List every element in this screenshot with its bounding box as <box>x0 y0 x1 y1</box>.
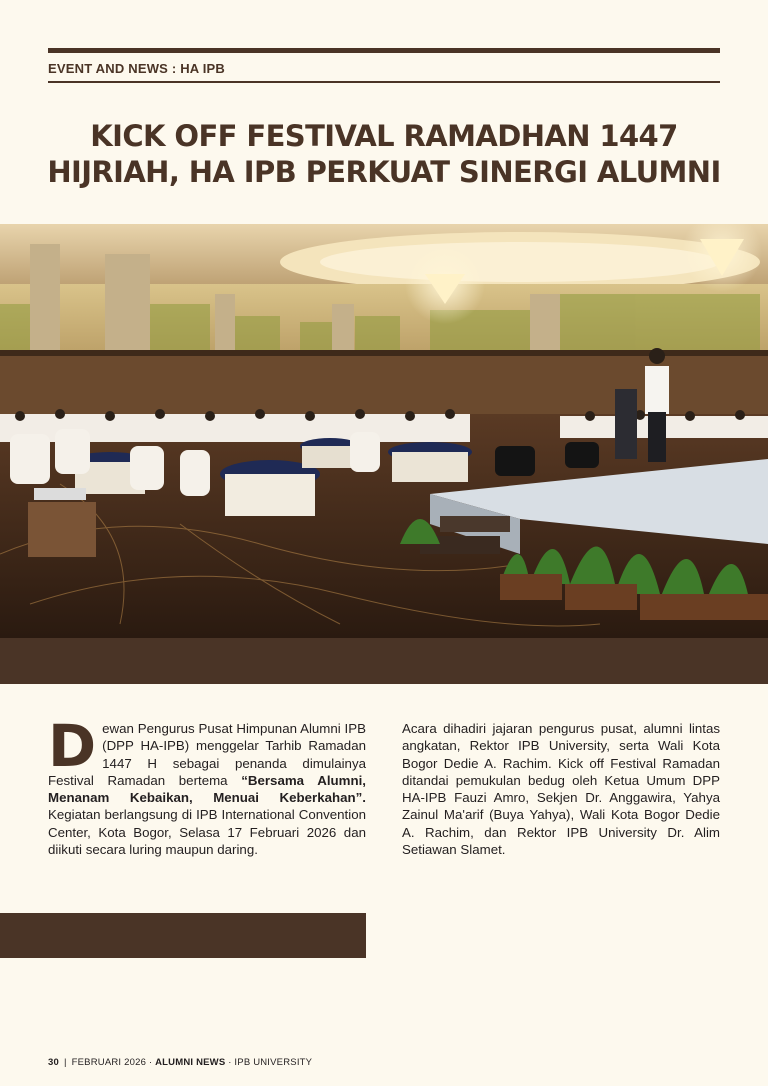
article-column-left <box>48 712 366 858</box>
drop-cap: D <box>48 712 97 780</box>
article-headline <box>40 118 728 190</box>
footer-separator: | <box>63 1057 67 1068</box>
page-footer <box>48 1057 312 1068</box>
decorative-bottom-bar <box>0 913 366 958</box>
intro-paragraph-start: ewan Pengurus Pusat Himpunan Alumni IPB (DPP HA-IPB) menggelar Tarhib Ramadan 1447 H sebagai penanda dimulainya Festival Ramadan bertema <box>48 721 366 788</box>
section-label: EVENT AND NEWS : HA IPB <box>48 61 225 76</box>
ballroom-event-photo <box>0 224 768 638</box>
footer-month: FEBRUARI 2026 · <box>71 1057 153 1068</box>
top-rule <box>48 48 720 53</box>
attendance-paragraph: Acara dihadiri jajaran pengurus pusat, alumni lintas angkatan, Rektor IPB University, serta Wali Kota Bogor Dedie A. Rachim. Kick off Festival Ramadan ditandai pemukulan bedug oleh Ketua Umum DPP HA-IPB Fauzi Amro, Sekjen Dr. Anggawira, Yahya Zainul Ma'arif (Buya Yahya), Wali Kota Bogor Dedie A. Rachim, dan Rektor IPB University Dr. Alim Setiawan Slamet. <box>402 721 720 858</box>
intro-paragraph-end: Kegiatan berlangsung di IPB International Convention Center, Kota Bogor, Selasa 17 Februari 2026 dan diikuti secara luring maupun daring. <box>48 807 366 858</box>
header-divider <box>48 81 720 83</box>
festival-theme: “Bersama Alumni, Menanam Kebaikan, Menuai Keberkahan”. <box>48 772 366 806</box>
article-column-right <box>402 720 720 858</box>
page-number: 30 <box>48 1057 59 1068</box>
headline-line-1: KICK OFF FESTIVAL RAMADHAN 1447 <box>90 119 678 153</box>
footer-university: · IPB UNIVERSITY <box>228 1057 313 1068</box>
photo-caption-band <box>0 638 768 684</box>
footer-publication: ALUMNI NEWS <box>155 1057 226 1068</box>
headline-line-2: HIJRIAH, HA IPB PERKUAT SINERGI ALUMNI <box>47 155 721 189</box>
